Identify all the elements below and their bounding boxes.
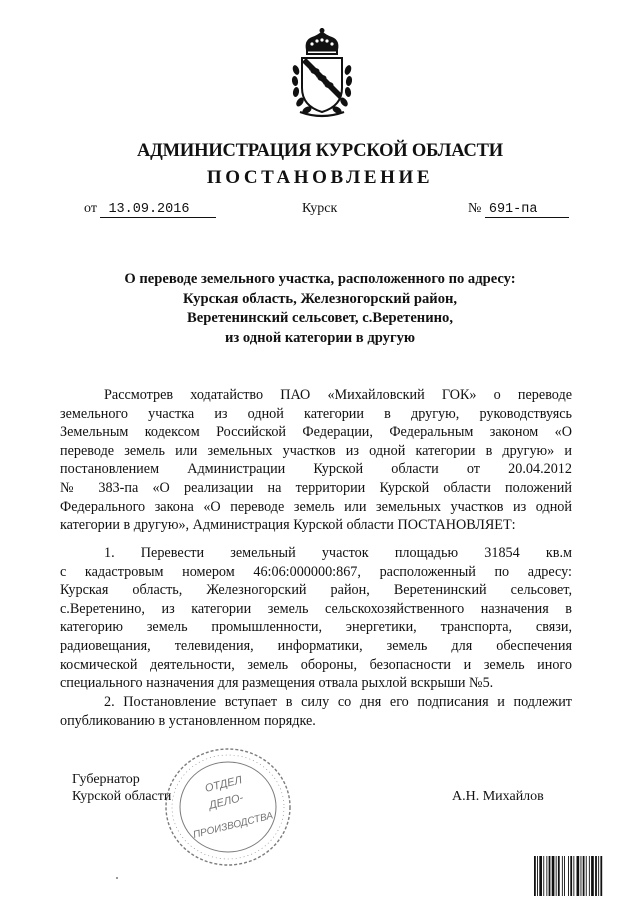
- signatory-name: А.Н. Михайлов: [452, 789, 544, 804]
- text-line: земельного участка из одной категории в другую, руководствуясь: [60, 405, 572, 422]
- text-line: опубликованию в установленном порядке.: [60, 712, 316, 729]
- text-line: радиовещания, телевидения, информатики, земель для обеспечения: [60, 637, 572, 654]
- subject-line: из одной категории в другую: [224, 329, 416, 346]
- stamp-seal: [160, 742, 296, 872]
- text-line: № 383-па «О реализации на территории Курской области положений: [60, 479, 572, 496]
- date-value: 13.09.2016: [100, 202, 216, 218]
- decree-date: [84, 201, 216, 218]
- text-line: постановлением Администрации Курской области от 20.04.2012: [60, 461, 572, 478]
- speck: [116, 877, 118, 879]
- text-line: Курская область, Железногорский район, Веретенинский сельсовет,: [60, 582, 572, 599]
- signatory-title: [72, 771, 171, 805]
- decree-item-2: [60, 693, 572, 730]
- city-name: Курск: [302, 201, 338, 216]
- barcode-icon: [534, 856, 616, 896]
- kursk-coat-of-arms-icon: [290, 28, 354, 120]
- decree-subject: [60, 270, 580, 348]
- text-line: Рассмотрев ходатайство ПАО «Михайловский ГОК» о переводе: [104, 387, 572, 403]
- text-line: переводе земель или земельных участков из одной категории в другую» и: [60, 442, 572, 459]
- text-line: Федерального закона «О переводе земель или земельных участков из одной: [60, 498, 572, 515]
- text-line: 2. Постановление вступает в силу со дня его подписания и подлежит: [104, 694, 572, 710]
- decree-item-1: [60, 544, 572, 693]
- stamp-text-line: ДЕЛО-: [207, 791, 245, 812]
- number-prefix: №: [468, 201, 482, 216]
- text-line: с.Веретенино, из категории земель сельскохозяйственного назначения в: [60, 600, 572, 617]
- signatory-title-line: Губернатор: [72, 772, 140, 787]
- administration-title: АДМИНИСТРАЦИЯ КУРСКОЙ ОБЛАСТИ: [136, 141, 504, 161]
- number-value: 691-па: [485, 202, 569, 218]
- signatory-title-line: Курской области: [72, 789, 172, 804]
- text-line: с кадастровым номером 46:06:000000:867, расположенный по адресу:: [60, 563, 572, 580]
- subject-line: Курская область, Железногорский район,: [182, 290, 458, 307]
- preamble-paragraph: [60, 386, 572, 535]
- text-line: космической деятельности, земель обороны, безопасности и земель иного: [60, 656, 572, 673]
- subject-line: О переводе земельного участка, расположенного по адресу:: [124, 271, 516, 287]
- text-line: специального назначения для размещения отвала рыхлой вскрыши №5.: [60, 675, 494, 692]
- subject-line: Веретенинский сельсовет, с.Веретенино,: [187, 310, 453, 326]
- decree-number: [468, 201, 569, 218]
- text-line: категории в другую», Администрация Курской области ПОСТАНОВЛЯЕТ:: [60, 517, 516, 534]
- date-prefix: от: [84, 201, 97, 216]
- stamp-text-line: ПРОИЗВОДСТВА: [192, 810, 275, 841]
- text-line: 1. Перевести земельный участок площадью 31854 кв.м: [104, 545, 572, 561]
- text-line: Земельным кодексом Российской Федерации, Федеральным законом «О: [60, 424, 572, 441]
- document-type-title: ПОСТАНОВЛЕНИЕ: [206, 167, 434, 188]
- stamp-text-line: ОТДЕЛ: [203, 774, 244, 795]
- text-line: категорию земель промышленности, энергетики, транспорта, связи,: [60, 619, 572, 636]
